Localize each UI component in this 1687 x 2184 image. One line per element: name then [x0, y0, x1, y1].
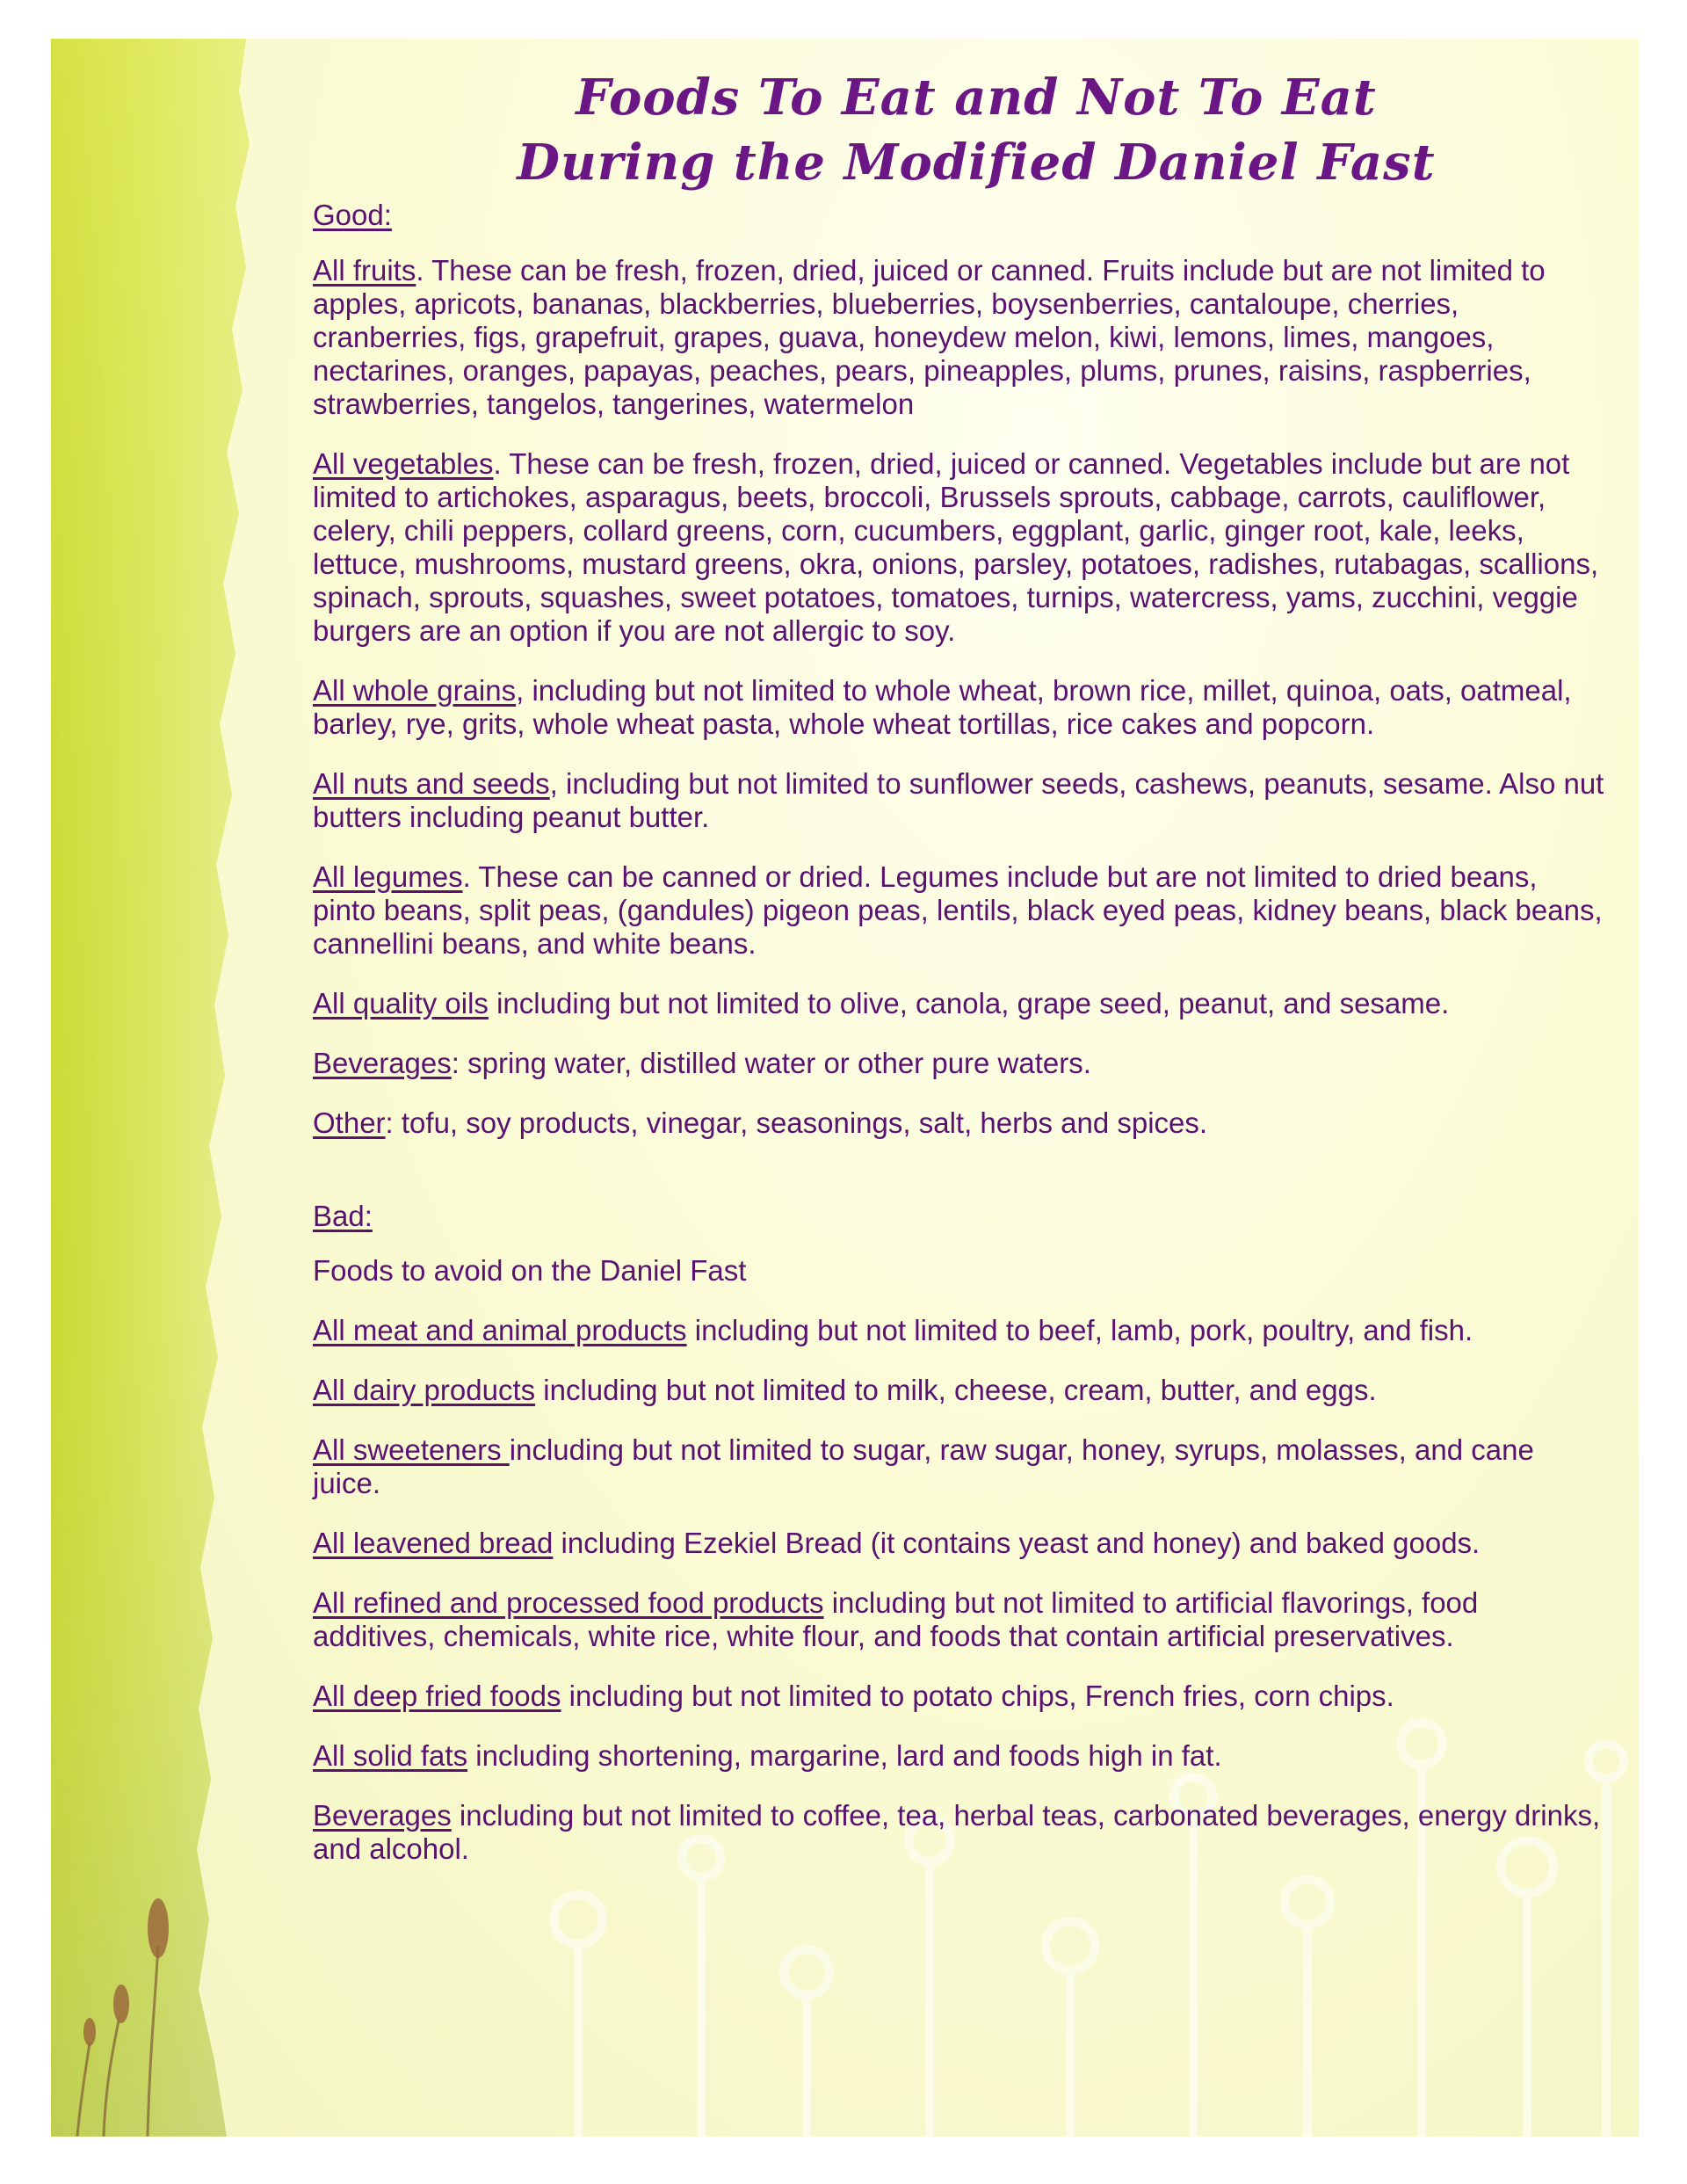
good-item-label: All fruits	[313, 254, 416, 287]
good-item-text: . These can be canned or dried. Legumes include but are not limited to dried beans, pinto beans, split peas, (gandules) pigeon peas, lentils, black eyed peas, kidney beans, black beans, cannellini beans, and white beans.	[313, 860, 1603, 960]
bad-item-solid-fats	[313, 1739, 1604, 1773]
good-item-text: : tofu, soy products, vinegar, seasonings, salt, herbs and spices.	[385, 1107, 1208, 1139]
document-page	[51, 39, 1639, 2137]
bad-item-text: including but not limited to potato chips, French fries, corn chips.	[561, 1680, 1394, 1712]
torn-paper-grass-strip	[51, 39, 279, 2137]
title-line-1: Foods To Eat and Not To Eat	[576, 69, 1377, 127]
good-item-label: All nuts and seeds	[313, 767, 550, 800]
bad-item-text: including but not limited to sugar, raw sugar, honey, syrups, molasses, and cane juice.	[313, 1433, 1534, 1499]
good-heading: Good:	[313, 199, 392, 231]
bad-item-label: All sweeteners	[313, 1433, 510, 1466]
bad-foods-list	[313, 1314, 1604, 1866]
good-item-fruits	[313, 254, 1604, 421]
good-item-label: All quality oils	[313, 987, 489, 1019]
bad-item-label: Beverages	[313, 1799, 452, 1832]
bad-item-text: including shortening, margarine, lard and foods high in fat.	[467, 1739, 1222, 1772]
good-item-label: Beverages	[313, 1047, 452, 1079]
good-item-label: All legumes	[313, 860, 463, 893]
bad-item-text: including but not limited to artificial flavorings, food additives, chemicals, white rice, white flour, and foods that contain artificial preservatives.	[313, 1586, 1479, 1652]
good-foods-list	[313, 254, 1604, 1140]
bad-heading: Bad:	[313, 1200, 373, 1232]
good-item-text: including but not limited to olive, canola, grape seed, peanut, and sesame.	[488, 987, 1450, 1019]
bad-item-processed-foods	[313, 1586, 1604, 1653]
bad-item-dairy	[313, 1374, 1604, 1407]
bad-item-label: All deep fried foods	[313, 1680, 561, 1712]
bad-subheading: Foods to avoid on the Daniel Fast	[313, 1254, 747, 1287]
bad-item-text: including but not limited to beef, lamb, pork, poultry, and fish.	[686, 1314, 1473, 1346]
good-item-text: , including but not limited to whole wheat, brown rice, millet, quinoa, oats, oatmeal, barley, rye, grits, whole wheat pasta, whole wheat tortillas, rice cakes and popcorn.	[313, 674, 1572, 740]
good-item-text: , including but not limited to sunflower seeds, cashews, peanuts, sesame. Also nut butters including peanut butter.	[313, 767, 1604, 833]
good-item-text: . These can be fresh, frozen, dried, juiced or canned. Vegetables include but are not limited to artichokes, asparagus, beets, broccoli, Brussels sprouts, cabbage, carrots, cauliflower, celery, chili peppers, collard greens, corn, cucumbers, eggplant, garlic, ginger root, kale, leeks, lettuce, mushrooms, mustard greens, okra, onions, parsley, potatoes, radishes, rutabagas, scallions, spinach, sprouts, squashes, sweet potatoes, tomatoes, turnips, watercress, yams, zucchini, veggie burgers are an option if you are not allergic to soy.	[313, 447, 1599, 647]
good-item-label: All whole grains	[313, 674, 517, 707]
good-item-oils	[313, 987, 1604, 1020]
bad-item-label: All solid fats	[313, 1739, 468, 1772]
bad-item-label: All dairy products	[313, 1374, 536, 1406]
bad-item-meat	[313, 1314, 1604, 1347]
good-item-label: Other	[313, 1107, 386, 1139]
bad-item-text: including Ezekiel Bread (it contains yeast and honey) and baked goods.	[553, 1527, 1481, 1559]
bad-item-text: including but not limited to coffee, tea, herbal teas, carbonated beverages, energy drinks, and alcohol.	[313, 1799, 1601, 1865]
bad-item-label: All refined and processed food products	[313, 1586, 824, 1619]
good-item-label: All vegetables	[313, 447, 494, 480]
document-content	[313, 65, 1604, 1866]
good-item-legumes	[313, 860, 1604, 961]
document-title	[313, 65, 1604, 195]
good-item-text: . These can be fresh, frozen, dried, juiced or canned. Fruits include but are not limited to apples, apricots, bananas, blackberries, blueberries, boysenberries, cantaloupe, cherries, cranberries, figs, grapefruit, grapes, guava, honeydew melon, kiwi, lemons, limes, mangoes, nectarines, oranges, papayas, peaches, pears, pineapples, plums, prunes, raisins, raspberries, strawberries, tangelos, tangerines, watermelon	[313, 254, 1546, 420]
bad-item-label: All leavened bread	[313, 1527, 554, 1559]
good-item-other	[313, 1107, 1604, 1140]
bad-item-beverages	[313, 1799, 1604, 1866]
good-item-vegetables	[313, 447, 1604, 648]
bad-item-leavened-bread	[313, 1527, 1604, 1560]
good-item-text: : spring water, distilled water or other pure waters.	[451, 1047, 1091, 1079]
title-line-2: During the Modified Daniel Fast	[517, 134, 1436, 192]
bad-item-fried-foods	[313, 1680, 1604, 1713]
good-item-beverages	[313, 1047, 1604, 1080]
good-item-whole-grains	[313, 674, 1604, 741]
bad-item-text: including but not limited to milk, cheese, cream, butter, and eggs.	[535, 1374, 1377, 1406]
bad-item-label: All meat and animal products	[313, 1314, 687, 1346]
good-item-nuts-seeds	[313, 767, 1604, 834]
bad-item-sweeteners	[313, 1433, 1604, 1500]
